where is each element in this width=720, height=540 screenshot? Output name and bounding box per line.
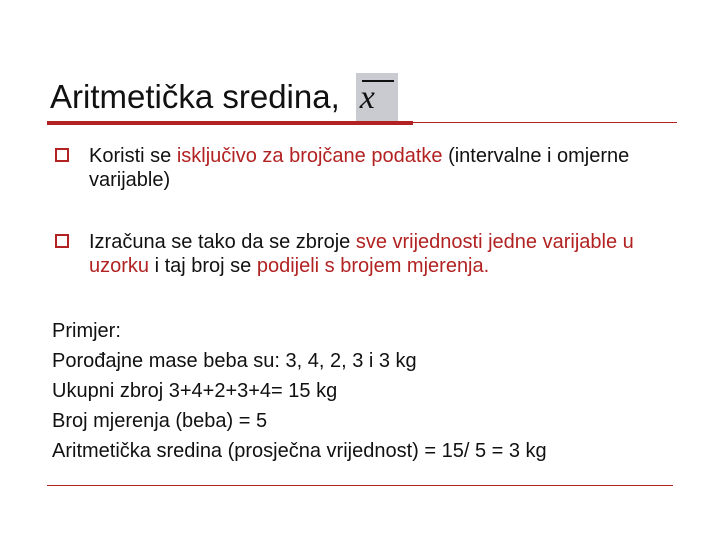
slide-title — [50, 72, 398, 122]
title-underline — [47, 122, 677, 123]
bullet-2-highlight-1: sve vrijednosti jedne varijable u uzorku — [89, 231, 634, 277]
example-total-sum: Ukupni zbroj 3+4+2+3+4= 15 kg — [52, 380, 338, 402]
example-mean-result: Aritmetička sredina (prosječna vrijednost) = 15/ 5 = 3 kg — [52, 440, 547, 462]
bullet-2-part-1: Izračuna se tako da se zbroje — [89, 231, 356, 253]
example-birth-weights: Porođajne mase beba su: 3, 4, 2, 3 i 3 kg — [52, 350, 417, 372]
bullet-1-part-1: Koristi se — [89, 145, 177, 167]
bullet-text-1 — [89, 144, 689, 192]
bullet-2-highlight-2: podijeli s brojem mjerenja. — [256, 255, 490, 277]
bullet-text-2 — [89, 230, 689, 278]
square-bullet-icon — [55, 234, 69, 248]
x-bar-symbol — [356, 73, 398, 121]
example-heading: Primjer: — [52, 320, 121, 342]
bullet-1-highlight: isključivo za brojčane podatke — [176, 145, 443, 167]
title-text: Aritmetička sredina, — [50, 78, 340, 115]
mean-symbol: x — [359, 79, 375, 116]
bullet-2-part-3: i taj broj se — [149, 255, 257, 277]
example-block — [52, 316, 547, 466]
example-count: Broj mjerenja (beba) = 5 — [52, 410, 268, 432]
square-bullet-icon — [55, 148, 69, 162]
bottom-rule — [47, 485, 673, 486]
bullet-1-part-3: (intervalne i omjerne varijable) — [89, 145, 630, 191]
